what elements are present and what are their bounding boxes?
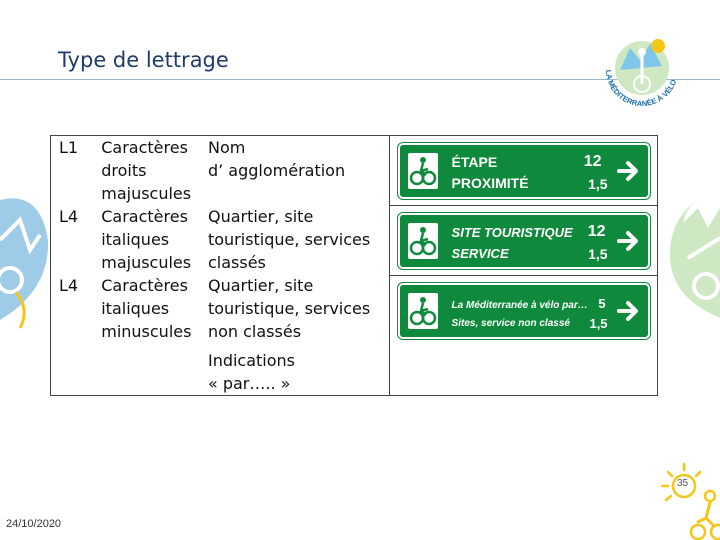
row-2-char-line: majuscules bbox=[101, 253, 192, 272]
row-1-characters bbox=[101, 136, 208, 206]
row-3-description bbox=[208, 274, 390, 343]
sign-3-number-2: 1,5 bbox=[589, 315, 608, 331]
sign-3-line-1: La Méditerranée à vélo par… bbox=[451, 299, 588, 311]
bicycle-pictogram-icon bbox=[408, 153, 438, 189]
arrow-right-icon bbox=[616, 299, 640, 323]
cyclist-decoration-right-icon bbox=[658, 178, 720, 328]
row-2-desc-line: Quartier, site bbox=[207, 207, 314, 226]
row-2-desc-line: classés bbox=[207, 253, 266, 272]
sign-cell-1 bbox=[390, 136, 657, 206]
row-3-characters bbox=[101, 274, 208, 343]
row-3-code: L4 bbox=[59, 276, 79, 295]
row-1-desc-line: d’ agglomération bbox=[207, 161, 346, 180]
indications-line: Indications bbox=[207, 351, 296, 370]
row-1-char-line: Caractères bbox=[101, 138, 188, 157]
sign-cell-3 bbox=[390, 276, 657, 345]
row-2-desc-line: touristique, services bbox=[207, 230, 371, 249]
slide-date: 24/10/2020 bbox=[6, 518, 62, 530]
row-2-char-line: italiques bbox=[101, 230, 170, 249]
sign-1-number-1: 12 bbox=[583, 152, 602, 170]
sign-2-line-1: SITE TOURISTIQUE bbox=[451, 224, 573, 240]
row-3-char-line: minuscules bbox=[101, 322, 192, 341]
lettering-table bbox=[50, 135, 658, 396]
row-1-char-line: droits bbox=[101, 161, 147, 180]
page-number: 35 bbox=[677, 478, 689, 489]
row-3-desc-line: touristique, services bbox=[207, 299, 371, 318]
row-4-description bbox=[208, 343, 390, 396]
bicycle-pictogram-icon bbox=[408, 293, 438, 329]
sign-mediterranee-a-velo bbox=[398, 283, 650, 339]
bicycle-pictogram-icon bbox=[408, 223, 438, 259]
row-2-code: L4 bbox=[59, 207, 79, 226]
sign-2-number-2: 1,5 bbox=[588, 245, 608, 262]
sign-1-line-1: ÉTAPE bbox=[451, 153, 498, 170]
row-2-characters bbox=[101, 205, 208, 274]
arrow-right-icon bbox=[616, 159, 640, 183]
row-2-description bbox=[208, 205, 390, 274]
sign-3-line-2: Sites, service non classé bbox=[451, 317, 570, 329]
logo-la-mediterranee-a-velo-icon bbox=[596, 30, 688, 110]
sign-2-line-2: SERVICE bbox=[451, 245, 509, 261]
row-2-char-line: Caractères bbox=[101, 207, 188, 226]
indications-line: « par….. » bbox=[207, 374, 291, 393]
row-1-char-line: majuscules bbox=[101, 184, 192, 203]
sign-1-number-2: 1,5 bbox=[588, 175, 608, 192]
sign-1-line-2: PROXIMITÉ bbox=[451, 174, 529, 191]
arrow-right-icon bbox=[616, 229, 640, 253]
sign-3-number-1: 5 bbox=[598, 295, 606, 311]
slide-title: Type de lettrage bbox=[58, 48, 229, 72]
row-3-char-line: italiques bbox=[101, 299, 170, 318]
sign-site-touristique bbox=[398, 213, 650, 269]
row-4-characters-empty bbox=[101, 343, 208, 396]
cyclist-sun-decoration-icon bbox=[656, 462, 720, 540]
row-1-code: L1 bbox=[59, 138, 79, 157]
row-3-desc-line: Quartier, site bbox=[207, 276, 314, 295]
row-3-char-line: Caractères bbox=[101, 276, 188, 295]
row-3-desc-line: non classés bbox=[207, 322, 302, 341]
row-4-code-empty bbox=[51, 343, 102, 396]
signs-column bbox=[390, 136, 658, 396]
row-1-description bbox=[208, 136, 390, 206]
logo-text: LA MÉDITERRANÉE À VÉLO bbox=[603, 69, 679, 109]
row-1-desc-line: Nom bbox=[207, 138, 246, 157]
sign-2-number-1: 12 bbox=[587, 222, 606, 240]
sign-cell-2 bbox=[390, 206, 657, 276]
sign-etape-proximite bbox=[398, 143, 650, 199]
